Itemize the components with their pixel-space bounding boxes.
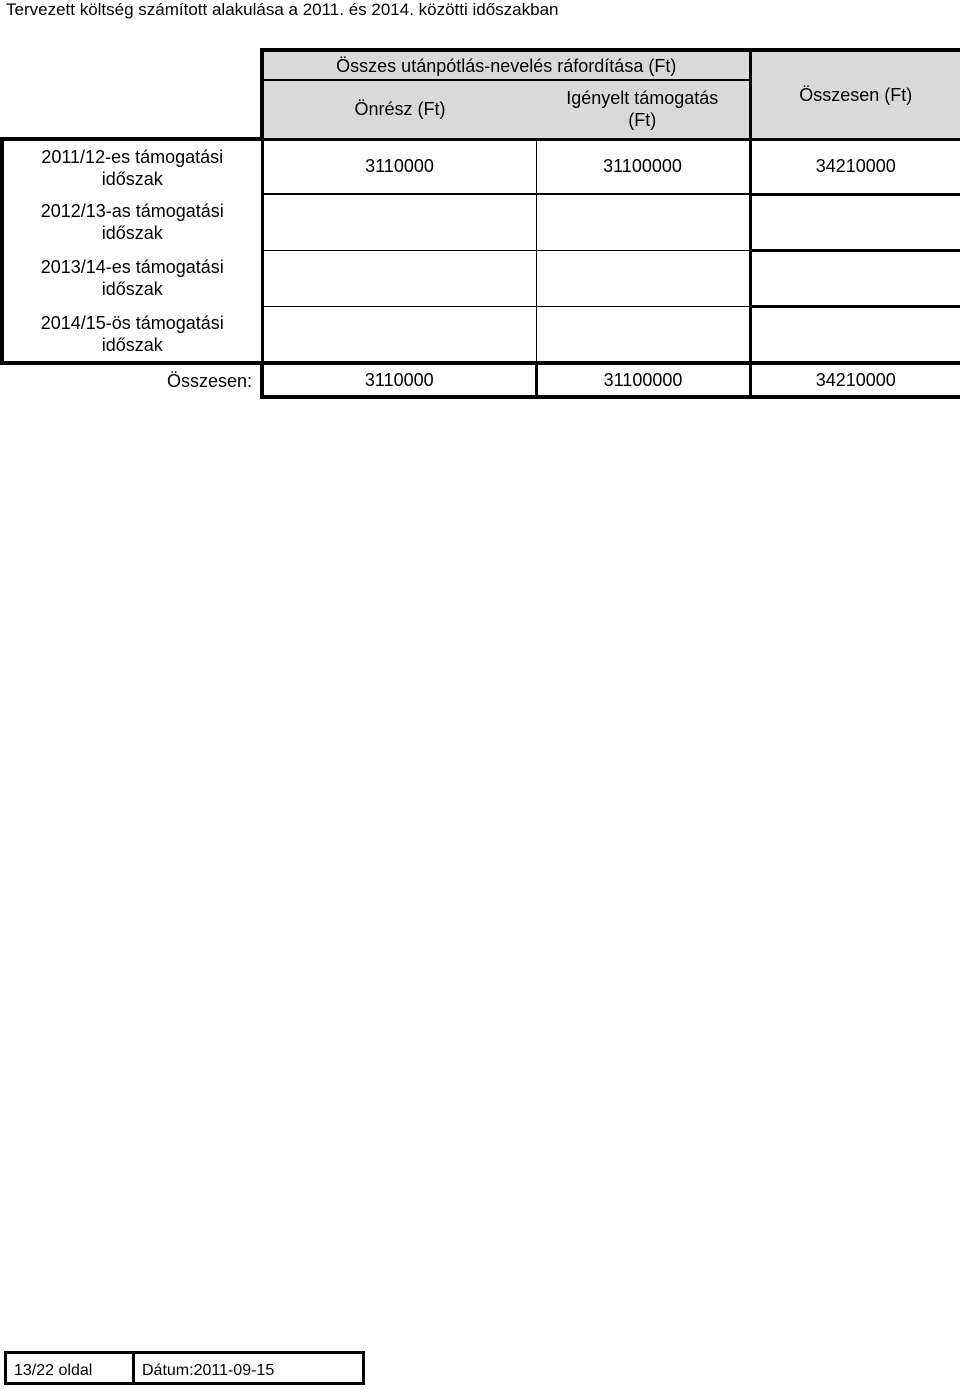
header-igenyelt-label: Igényelt támogatás (Ft) xyxy=(566,88,719,131)
empty-corner-cell xyxy=(2,50,262,139)
total-osszesen-cell xyxy=(750,363,960,397)
osszesen-cell xyxy=(750,139,960,194)
total-igenyelt-cell xyxy=(536,363,750,397)
total-onresz-value: 3110000 xyxy=(364,369,434,390)
table-row xyxy=(2,250,960,306)
footer-date: Dátum:2011-09-15 xyxy=(134,1353,364,1384)
header-igenyelt-cell xyxy=(536,80,750,139)
total-osszesen-value: 34210000 xyxy=(815,369,896,390)
row-label-cell xyxy=(2,250,262,306)
header-onresz-cell xyxy=(262,80,536,139)
total-onresz-cell xyxy=(262,363,536,397)
header-row-1 xyxy=(2,50,960,80)
row-label-cell xyxy=(2,306,262,363)
table-row xyxy=(2,306,960,363)
page-footer xyxy=(4,1351,365,1385)
row-label: 2013/14-es támogatási időszak xyxy=(40,257,224,299)
onresz-cell xyxy=(262,306,536,363)
igenyelt-cell xyxy=(536,139,750,194)
onresz-cell xyxy=(262,250,536,306)
igenyelt-cell xyxy=(536,194,750,250)
total-igenyelt-value: 31100000 xyxy=(603,369,683,390)
osszesen-value: 34210000 xyxy=(815,156,896,176)
header-osszesen-label: Összesen (Ft) xyxy=(799,84,913,105)
onresz-cell xyxy=(262,139,536,194)
header-group-cell xyxy=(262,50,750,80)
header-group-label: Összes utánpótlás-nevelés ráfordítása (Ft) xyxy=(336,55,677,76)
osszesen-cell xyxy=(750,194,960,250)
osszesen-cell xyxy=(750,306,960,363)
row-label: 2012/13-as támogatási időszak xyxy=(40,201,224,243)
table-row xyxy=(2,194,960,250)
total-row xyxy=(2,363,960,397)
header-osszesen-cell xyxy=(750,50,960,139)
table-row xyxy=(2,139,960,194)
onresz-value: 3110000 xyxy=(365,156,434,177)
igenyelt-cell xyxy=(536,306,750,363)
row-label: 2011/12-es támogatási időszak xyxy=(41,146,224,189)
cost-table xyxy=(0,48,960,399)
total-label: Összesen: xyxy=(166,370,252,391)
onresz-cell xyxy=(262,194,536,250)
page-number: 13/22 oldal xyxy=(6,1353,134,1384)
igenyelt-cell xyxy=(536,250,750,306)
page-title: Tervezett költség számított alakulása a 2011. és 2014. közötti időszakban xyxy=(6,0,559,19)
total-label-cell xyxy=(2,363,262,397)
row-label-cell xyxy=(2,194,262,250)
row-label-cell xyxy=(2,139,262,194)
osszesen-cell xyxy=(750,250,960,306)
header-onresz-label: Önrész (Ft) xyxy=(354,99,446,120)
row-label: 2014/15-ös támogatási időszak xyxy=(40,312,224,355)
igenyelt-value: 31100000 xyxy=(603,156,682,177)
